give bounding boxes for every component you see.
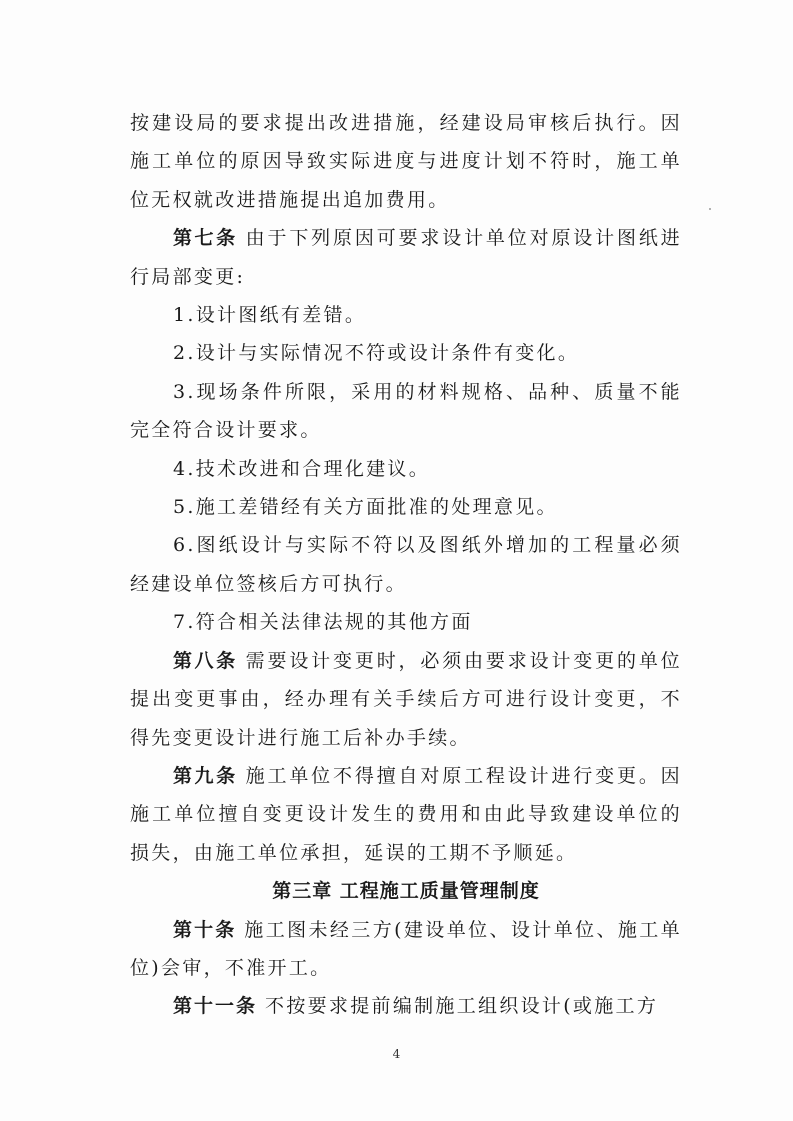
article-11-text: 不按要求提前编制施工组织设计(或施工方 <box>265 995 659 1018</box>
article-8-label: 第八条 <box>173 649 238 672</box>
article-11 <box>130 987 682 1025</box>
page-body <box>130 104 682 1026</box>
article-9-label: 第九条 <box>173 764 238 787</box>
list-item-7: 7.符合相关法律法规的其他方面 <box>173 611 473 634</box>
list-item-5: 5.施工差错经有关方面批准的处理意见。 <box>173 496 558 519</box>
article-10 <box>130 911 682 988</box>
paragraph-continuation: 按建设局的要求提出改进措施，经建设局审核后执行。因施工单位的原因导致实际进度与进度计划不符时，施工单位无权就改进措施提出追加费用。 <box>130 112 682 211</box>
article-7-label: 第七条 <box>173 227 238 250</box>
article-7 <box>130 219 682 296</box>
article-8 <box>130 642 682 757</box>
chapter-heading: 第三章 工程施工质量管理制度 <box>272 880 540 903</box>
list-item-1: 1.设计图纸有差错。 <box>173 304 367 327</box>
article-11-label: 第十一条 <box>173 995 258 1018</box>
article-10-label: 第十条 <box>173 918 237 941</box>
scan-speck <box>709 208 711 210</box>
list-item-2: 2.设计与实际情况不符或设计条件有变化。 <box>173 342 580 365</box>
article-7-text: 由于下列原因可要求设计单位对原设计图纸进行局部变更: <box>130 227 682 288</box>
list-item-3: 3.现场条件所限，采用的材料规格、品种、质量不能完全符合设计要求。 <box>130 380 682 442</box>
article-10-text: 施工图未经三方(建设单位、设计单位、施工单位)会审，不准开工。 <box>130 918 682 979</box>
list-item-6: 6.图纸设计与实际不符以及图纸外增加的工程量必须经建设单位签核后方可执行。 <box>130 534 682 595</box>
article-9-text: 施工单位不得擅自对原工程设计进行变更。因施工单位擅自变更设计发生的费用和由此导致建设单位的损失，由施工单位承担，延误的工期不予顺延。 <box>130 764 682 864</box>
list-item-4: 4.技术改进和合理化建议。 <box>173 457 431 480</box>
article-8-text: 需要设计变更时，必须由要求设计变更的单位提出变更事由，经办理有关手续后方可进行设计变更，不得先变更设计进行施工后补办手续。 <box>130 649 682 749</box>
page-number: 4 <box>392 1047 401 1061</box>
article-9 <box>130 757 682 872</box>
